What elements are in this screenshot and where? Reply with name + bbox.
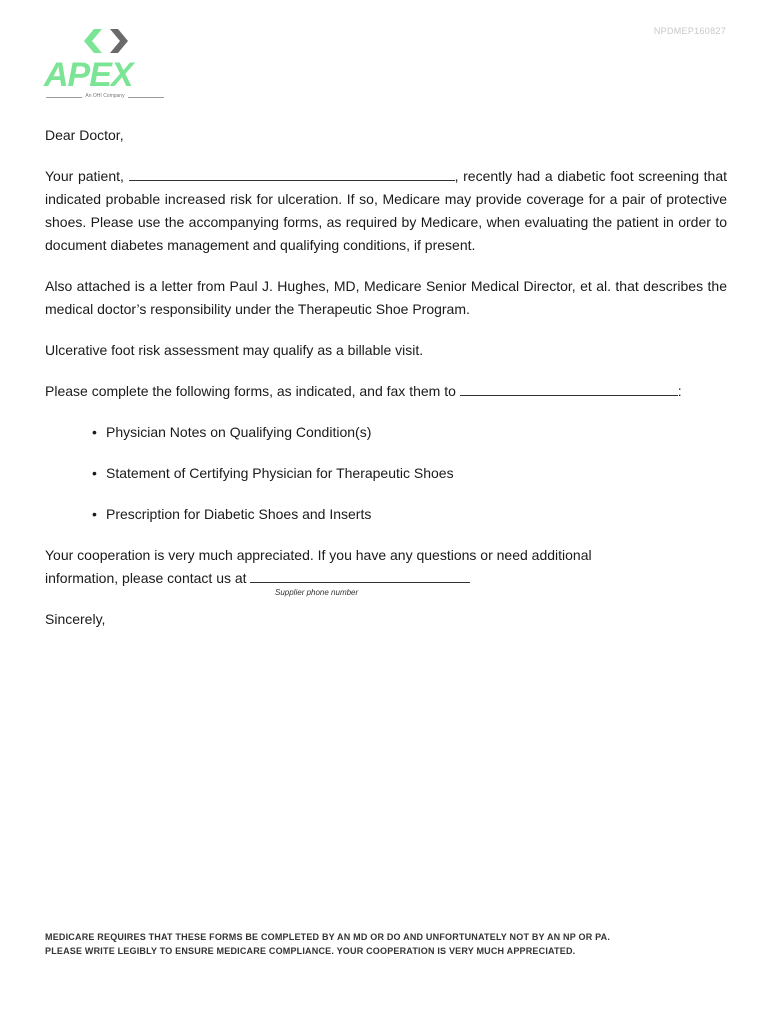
paragraph-cooperation-line2: information, please contact us at <box>45 570 247 586</box>
apex-logo <box>44 26 166 102</box>
closing: Sincerely, <box>45 611 106 627</box>
footer-notice <box>45 930 725 958</box>
list-item: • Statement of Certifying Physician for Therapeutic Shoes <box>92 462 727 485</box>
footer-line-2: PLEASE WRITE LEGIBLY TO ENSURE MEDICARE COMPLIANCE. YOUR COOPERATION IS VERY MUCH APPRECIATED. <box>45 946 576 956</box>
paragraph-patient-rest: , recently had a diabetic foot screening that indicated probable increased risk for ulceration. If so, Medicare may provide coverage for a pair of protective shoes. Please use the accompanying forms, as required by Medicare, when evaluating the patient in order to document diabetes management and qualifying conditions, if present. <box>45 168 728 253</box>
fax-number-blank[interactable] <box>460 381 678 396</box>
logo-tagline: An OHI Company <box>85 93 125 99</box>
letter-body <box>45 124 727 631</box>
list-item: • Prescription for Diabetic Shoes and Inserts <box>92 503 727 526</box>
phone-caption: Supplier phone number <box>275 588 359 597</box>
paragraph-billable: Ulcerative foot risk assessment may qualify as a billable visit. <box>45 342 424 358</box>
paragraph-patient-prefix: Your patient, <box>45 168 124 184</box>
apex-chevron-mark-icon <box>44 26 166 60</box>
paragraph-forms <box>45 380 727 403</box>
logo-wordmark: APEX <box>44 56 133 94</box>
paragraph-forms-prefix: Please complete the following forms, as indicated, and fax them to <box>45 383 456 399</box>
logo-divider-right <box>128 97 164 98</box>
supplier-phone-blank[interactable] <box>250 568 470 583</box>
patient-name-blank[interactable] <box>129 166 455 181</box>
salutation: Dear Doctor, <box>45 127 124 143</box>
paragraph-attachment: Also attached is a letter from Paul J. Hughes, MD, Medicare Senior Medical Director, et al. that describes the medical doctor’s responsibility under the Therapeutic Shoe Program. <box>45 278 727 317</box>
footer-line-1: MEDICARE REQUIRES THAT THESE FORMS BE COMPLETED BY AN MD OR DO AND UNFORTUNATELY NOT BY AN NP OR PA. <box>45 932 611 942</box>
paragraph-forms-suffix: : <box>677 383 682 399</box>
paragraph-cooperation-line1: Your cooperation is very much appreciated. If you have any questions or need additional <box>45 547 592 563</box>
forms-list <box>45 421 727 526</box>
paragraph-patient <box>45 165 727 257</box>
logo-tagline-row <box>44 93 166 103</box>
list-item: • Physician Notes on Qualifying Condition(s) <box>92 421 727 444</box>
document-code: NPDMEP160827 <box>653 26 726 36</box>
paragraph-cooperation <box>45 544 727 590</box>
